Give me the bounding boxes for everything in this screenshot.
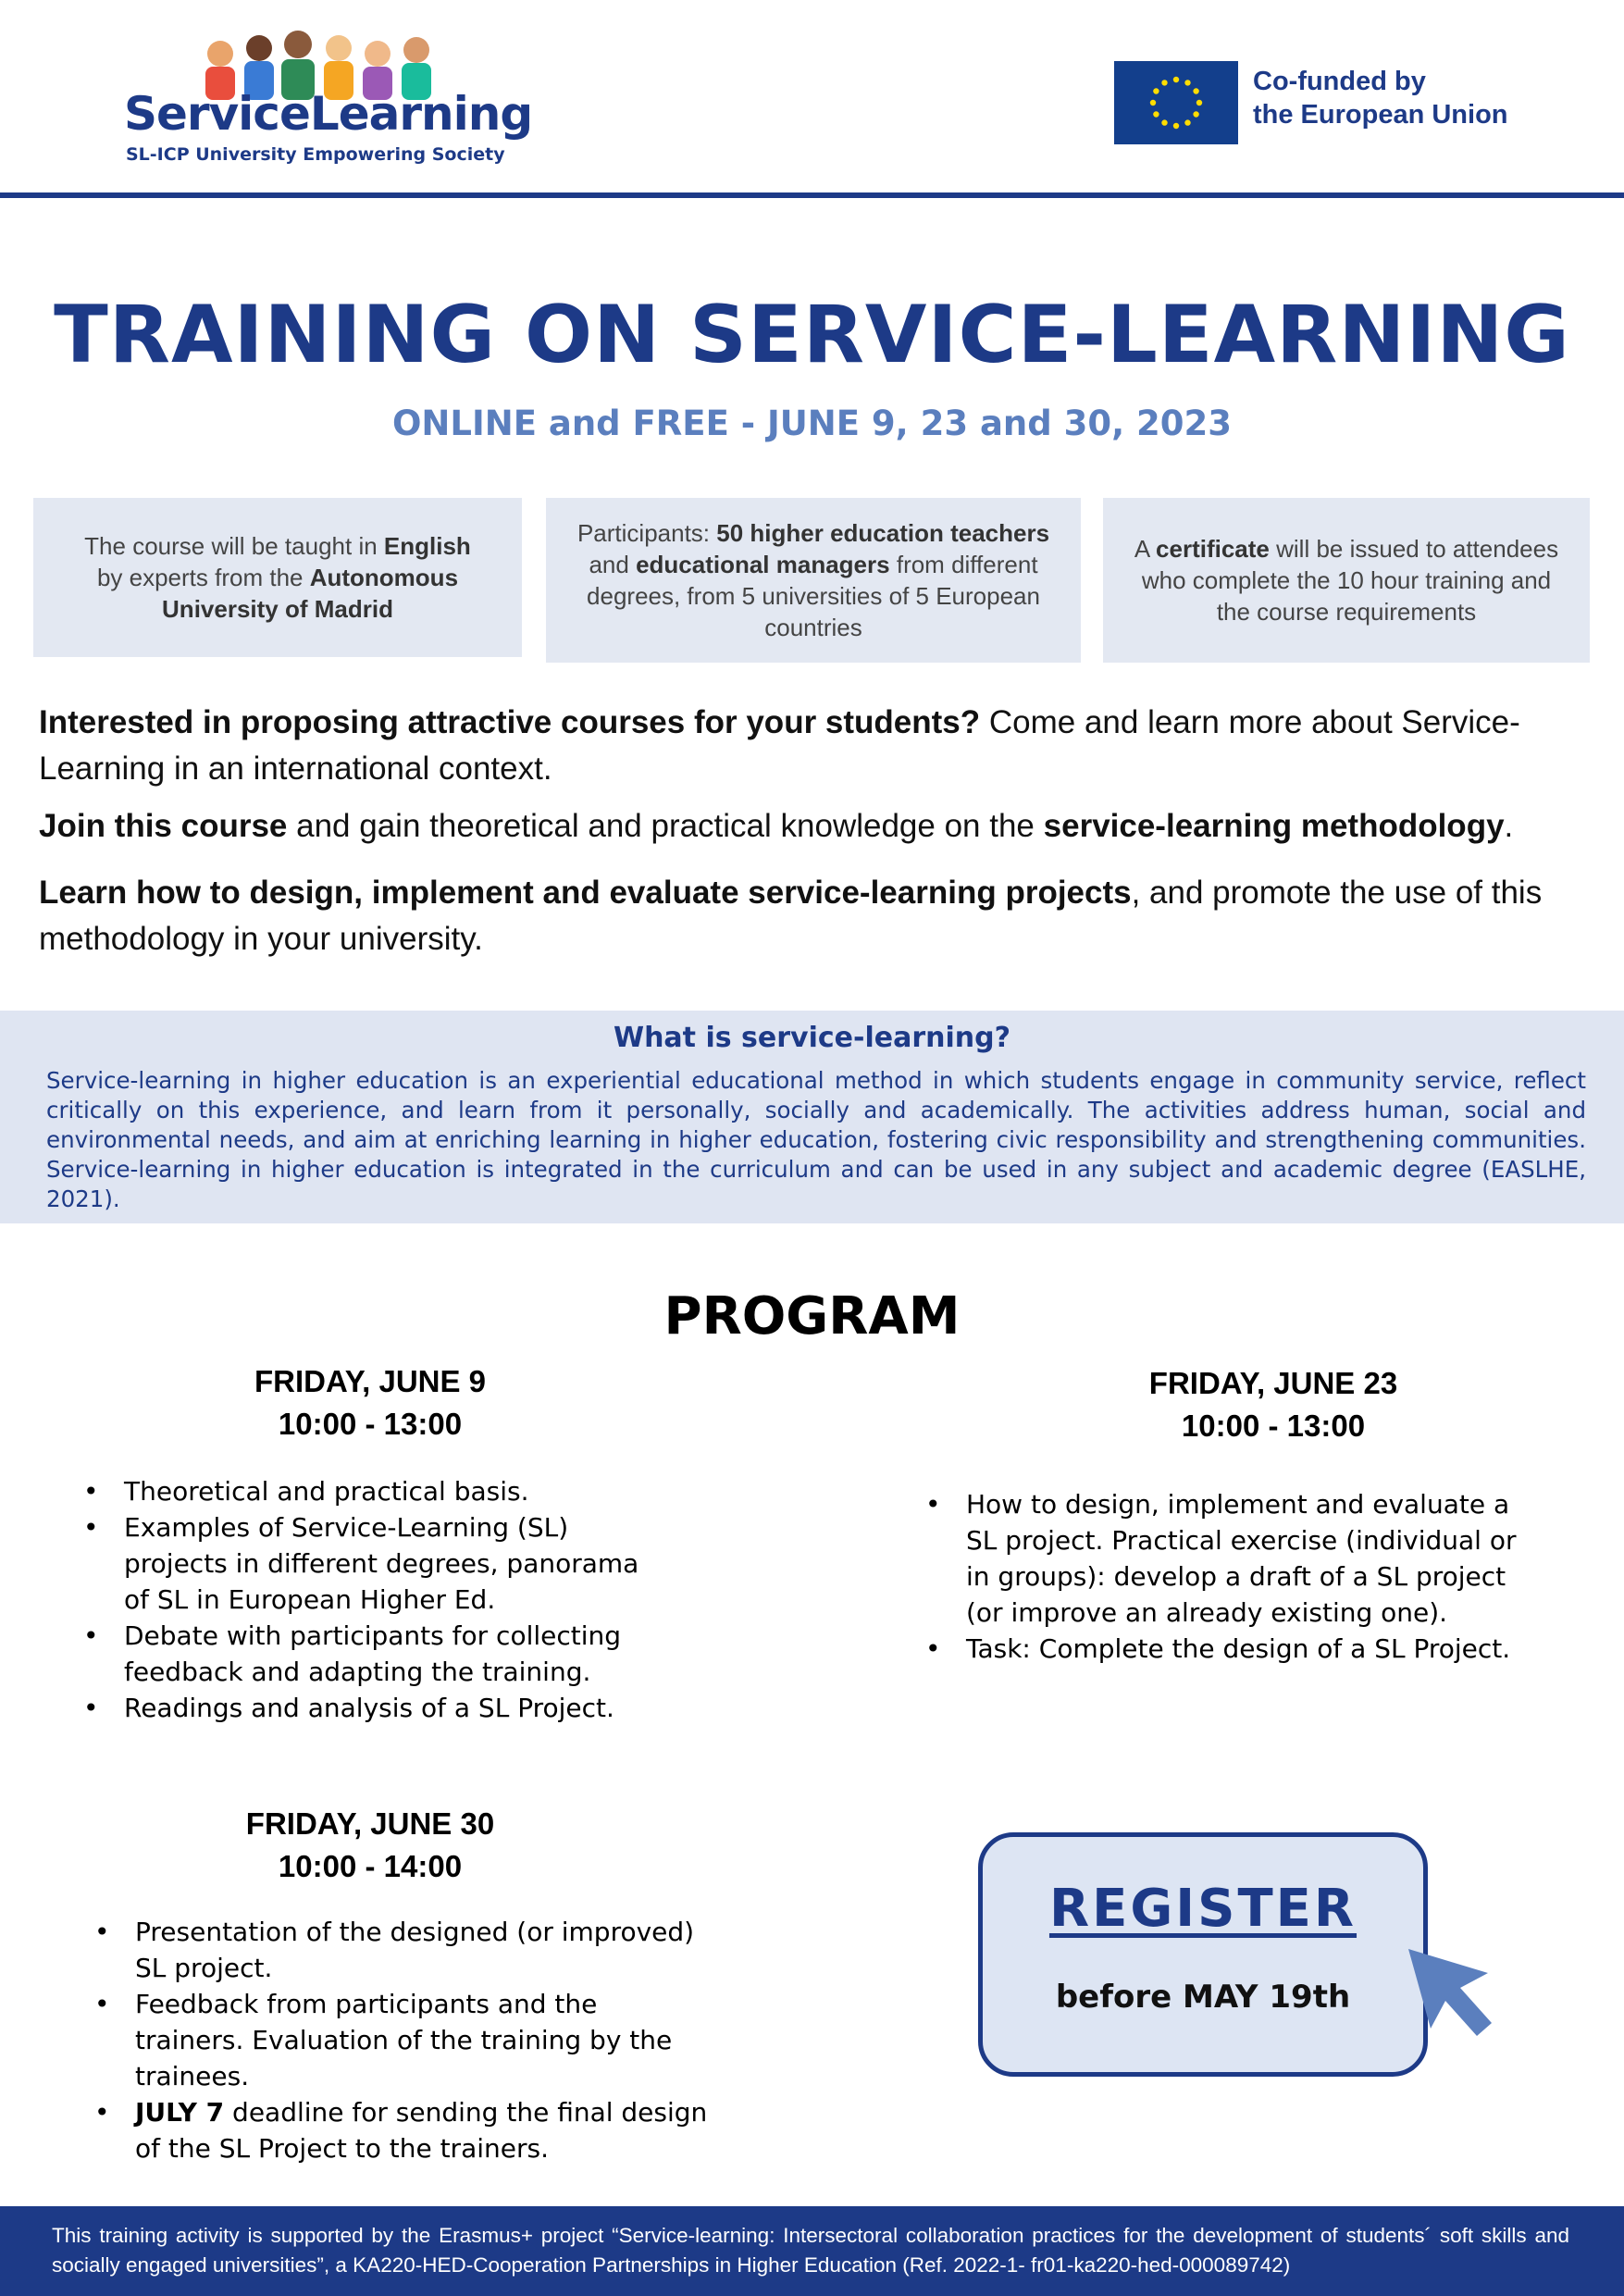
info-box-certificate [1103,498,1590,663]
footer-funding-note: This training activity is supported by the Erasmus+ project “Service-learning: Intersectoral collaboration practices for the development of students´ soft skills and socially engaged universities”, a KA220-HED-Cooperation Partnerships in Higher Education (Ref. 2022-1- fr01-ka220-hed-000089742) [52,2224,1569,2277]
logo-subtitle: SL-ICP University Empowering Society [126,144,505,165]
day2-header [1088,1362,1458,1447]
header-divider [0,192,1624,198]
eu-cofunded-text [1253,65,1508,131]
day2-agenda [925,1486,1564,1667]
box1-bold-2: Autonomous University of Madrid [162,564,459,623]
register-link[interactable]: REGISTER [1048,1879,1357,1939]
box1-text-2: by experts from the [96,564,310,591]
box2-text-1: Participants: [576,519,717,547]
day3-time: 10:00 - 14:00 [278,1849,463,1883]
list-item: • Readings and analysis of a SL Project. [83,1690,731,1726]
eu-line-2: the European Union [1253,100,1508,130]
day3-agenda [94,1914,714,2166]
list-item: • Examples of Service-Learning (SL) projects in different degrees, panorama of SL in European Higher Ed. [83,1509,642,1618]
box3-text-1: A [1134,535,1157,563]
list-item: • Theoretical and practical basis. [83,1473,731,1509]
list-item: • Task: Complete the design of a SL Project. [925,1631,1564,1667]
day1-time: 10:00 - 13:00 [278,1407,463,1441]
day2-date: FRIDAY, JUNE 23 [1148,1366,1398,1400]
box2-text-2: and [589,551,637,578]
box1-text-1: The course will be taught in [84,532,384,560]
info-box-participants [546,498,1081,663]
eu-line-1: Co-funded by [1253,67,1426,96]
deadline-text: deadline for sending the final design of the SL Project to the trainers. [135,2097,708,2164]
page-subtitle: ONLINE and FREE - JUNE 9, 23 and 30, 2023 [391,403,1233,443]
list-item [94,2094,709,2166]
list-item: • Feedback from participants and the trainers. Evaluation of the training by the trainees. [94,1986,709,2094]
intro-paragraph-3 [39,870,1593,962]
day2-time: 10:00 - 13:00 [1181,1409,1366,1443]
box3-text-2: will be issued to attendees who complete the 10 hour training and the course requirements [1141,535,1559,626]
register-panel[interactable] [978,1832,1428,2077]
intro-2-end: . [1504,808,1514,844]
box2-bold-2: educational managers [636,551,890,578]
intro-2-text: and gain theoretical and practical knowledge on the [287,808,1044,844]
what-is-heading: What is service-learning? [613,1022,1011,1054]
intro-3-bold: Learn how to design, implement and evaluate service-learning projects [39,875,1132,911]
box2-bold-1: 50 higher education teachers [716,519,1050,547]
day1-header [185,1360,555,1446]
intro-1-text: Come and learn more about Service-Learning in an international context. [39,704,1520,787]
cursor-arrow-icon [1403,1943,1514,2054]
intro-2-bold-2: service-learning methodology [1043,808,1505,844]
page-title: TRAINING ON SERVICE-LEARNING [54,289,1570,381]
register-deadline: before MAY 19th [1055,1979,1351,2016]
box2-text-3: from different degrees, from 5 universities of 5 European countries [587,551,1040,641]
list-item: • Presentation of the designed (or improved) SL project. [94,1914,709,1986]
day3-header [185,1803,555,1888]
box1-bold-1: English [383,532,471,560]
box3-bold-1: certificate [1156,535,1270,563]
eu-flag-icon [1114,61,1238,144]
day1-agenda [83,1473,731,1726]
logo-title: ServiceLearning [124,87,533,141]
intro-paragraph-2 [39,803,1593,850]
program-title: PROGRAM [663,1286,961,1347]
project-logo [118,26,544,165]
intro-paragraph-1 [39,700,1593,792]
what-is-definition: Service-learning in higher education is an experiential educational method in which students engage in community service, reflect critically on this experience, and learn from it personally, socially and academically. The activities address human, social and environmental needs, and aim at enriching learning in higher education, fostering civic responsibility and strengthening communities. Service-learning in higher education is integrated in the curriculum and can be used in any subject and academic degree (EASLHE, 2021). [46,1067,1586,1212]
intro-2-bold-1: Join this course [39,808,288,844]
intro-1-bold: Interested in proposing attractive courses for your students? [39,704,981,740]
list-item: • How to design, implement and evaluate a SL project. Practical exercise (individual or in groups): develop a draft of a SL project (or improve an already existing one). [925,1486,1540,1631]
day1-date: FRIDAY, JUNE 9 [254,1364,487,1398]
day3-date: FRIDAY, JUNE 30 [245,1806,495,1841]
info-box-language [33,498,522,657]
deadline-date: JULY 7 [135,2097,225,2128]
list-item: • Debate with participants for collecting feedback and adapting the training. [83,1618,735,1690]
intro-3-text: , and promote the use of this methodology in your university. [39,875,1543,957]
